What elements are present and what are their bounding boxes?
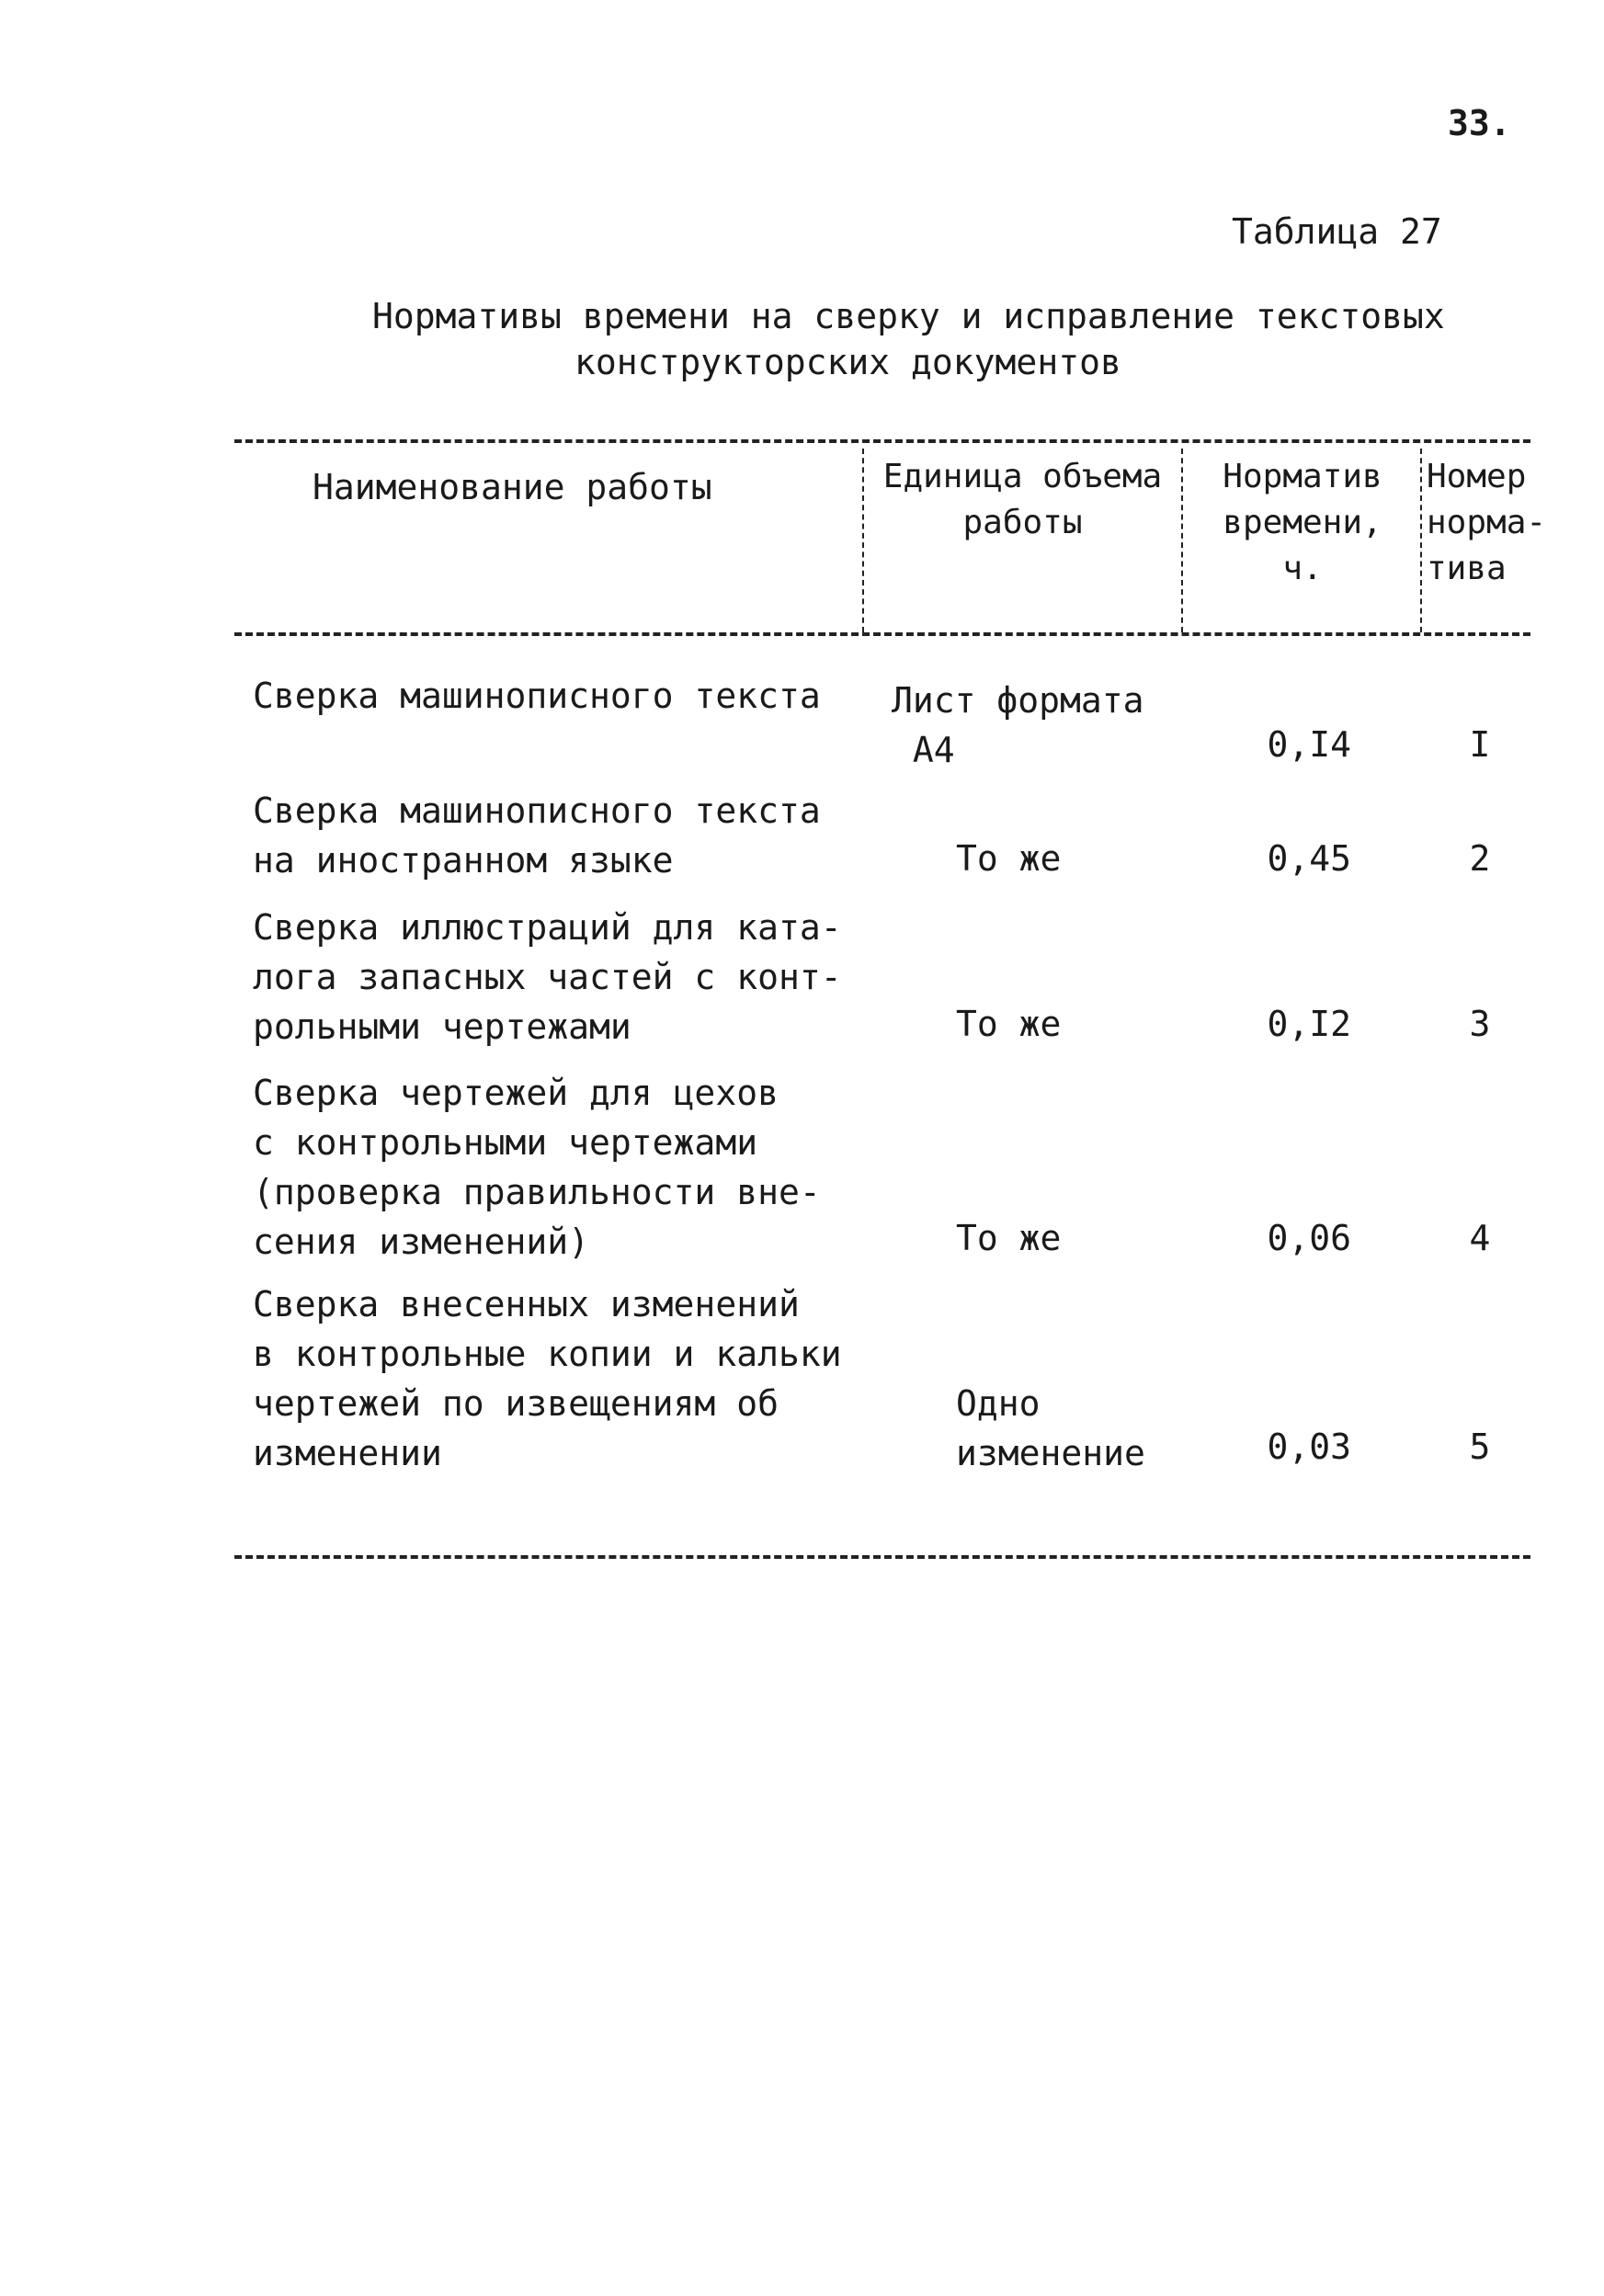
row4-unit: То же [956, 1218, 1062, 1258]
row2-work-name: Сверка машинописного текста на иностранном языке [253, 790, 821, 881]
page-number: 33. [1448, 103, 1511, 143]
row5-unit: Одно изменение [956, 1383, 1145, 1473]
row4-work-name: Сверка чертежей для цехов с контрольными чертежами (проверка правильности вне- сения изменений) [253, 1073, 821, 1262]
row2-unit: То же [956, 838, 1062, 879]
row2-time: 0,45 [1267, 838, 1351, 879]
row2-number: 2 [1469, 838, 1491, 879]
row1-unit: Лист формата A4 [892, 680, 1144, 770]
header-work-name: Наименование работы [313, 467, 712, 507]
row4-time: 0,06 [1267, 1218, 1351, 1258]
table-bottom-rule [234, 1555, 1530, 1559]
row1-number: I [1469, 724, 1491, 765]
table-label: Таблица 27 [1232, 211, 1442, 252]
header-top-rule [234, 439, 1530, 443]
column-divider-3 [1420, 449, 1422, 632]
row1-time: 0,I4 [1267, 724, 1351, 765]
row4-number: 4 [1469, 1218, 1491, 1258]
row3-number: 3 [1469, 1004, 1491, 1044]
table-title-line1: Нормативы времени на сверку и исправление текстовых [372, 296, 1445, 336]
row5-work-name: Сверка внесенных изменений в контрольные копии и кальки чертежей по извещениям об изменении [253, 1284, 842, 1473]
row1-work-name: Сверка машинописного текста [253, 676, 821, 716]
row5-time: 0,03 [1267, 1426, 1351, 1467]
column-divider-2 [1181, 449, 1183, 632]
row3-work-name: Сверка иллюстраций для ката- лога запасных частей с конт- рольными чертежами [253, 907, 842, 1047]
header-bottom-rule [234, 632, 1530, 636]
row3-unit: То же [956, 1004, 1062, 1044]
row3-time: 0,I2 [1267, 1004, 1351, 1044]
header-norm-number: Номер норма- тива [1427, 458, 1547, 587]
header-unit: Единица объема работы [882, 458, 1163, 541]
column-divider-1 [862, 449, 864, 632]
table-title-line2: конструкторских документов [574, 342, 1121, 382]
header-time-norm: Норматив времени, ч. [1223, 458, 1382, 587]
row5-number: 5 [1469, 1426, 1491, 1467]
